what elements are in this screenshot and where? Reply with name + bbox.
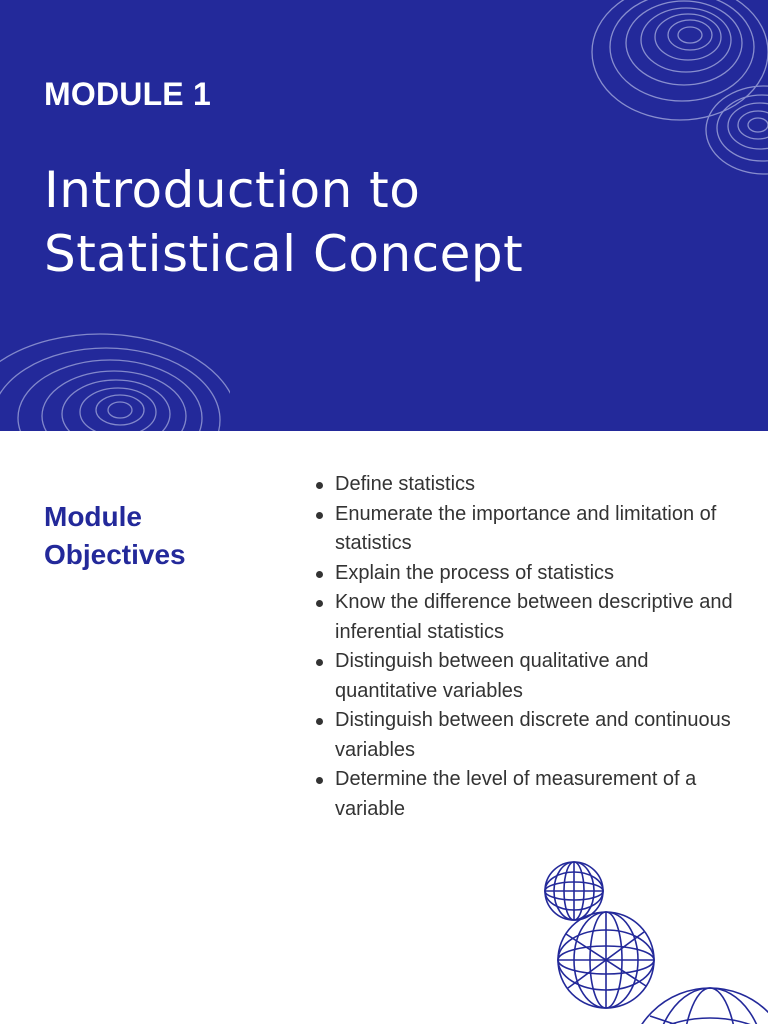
bullet-icon — [316, 659, 323, 666]
contour-lines-bottom-left-icon — [0, 300, 230, 431]
objectives-heading-line-1: Module — [44, 501, 142, 532]
objective-text: Enumerate the importance and limitation of statistics — [335, 502, 717, 554]
bullet-icon — [316, 600, 323, 607]
objective-text: Distinguish between discrete and continuous variables — [335, 709, 731, 761]
header-banner — [0, 0, 768, 431]
objectives-list — [316, 470, 746, 824]
objective-text: Determine the level of measurement of a variable — [335, 768, 697, 820]
bullet-icon — [316, 777, 323, 784]
objectives-heading-line-2: Objectives — [44, 539, 186, 570]
module-title — [44, 158, 523, 286]
module-title-line-1: Introduction to — [44, 161, 421, 219]
module-title-line-2: Statistical Concept — [44, 225, 524, 283]
large-globe-icon — [628, 988, 768, 1024]
objective-item — [316, 500, 746, 559]
objective-item — [316, 765, 746, 824]
objective-item — [316, 470, 746, 500]
bullet-icon — [316, 571, 323, 578]
objective-item — [316, 706, 746, 765]
bullet-icon — [316, 482, 323, 489]
objective-item — [316, 588, 746, 647]
objective-item — [316, 647, 746, 706]
objective-item — [316, 559, 746, 589]
contour-lines-top-right-icon — [580, 0, 768, 200]
bullet-icon — [316, 512, 323, 519]
objective-text: Know the difference between descriptive and inferential statistics — [335, 591, 733, 643]
objective-text: Distinguish between qualitative and quantitative variables — [335, 650, 649, 702]
objectives-heading — [44, 498, 186, 574]
wireframe-spheres-icon — [520, 850, 768, 1024]
objective-text: Explain the process of statistics — [335, 561, 615, 584]
medium-globe-icon — [558, 912, 654, 1008]
small-globe-icon — [545, 862, 603, 920]
bullet-icon — [316, 718, 323, 725]
module-number-label: MODULE 1 — [44, 76, 211, 112]
objective-text: Define statistics — [335, 473, 476, 495]
